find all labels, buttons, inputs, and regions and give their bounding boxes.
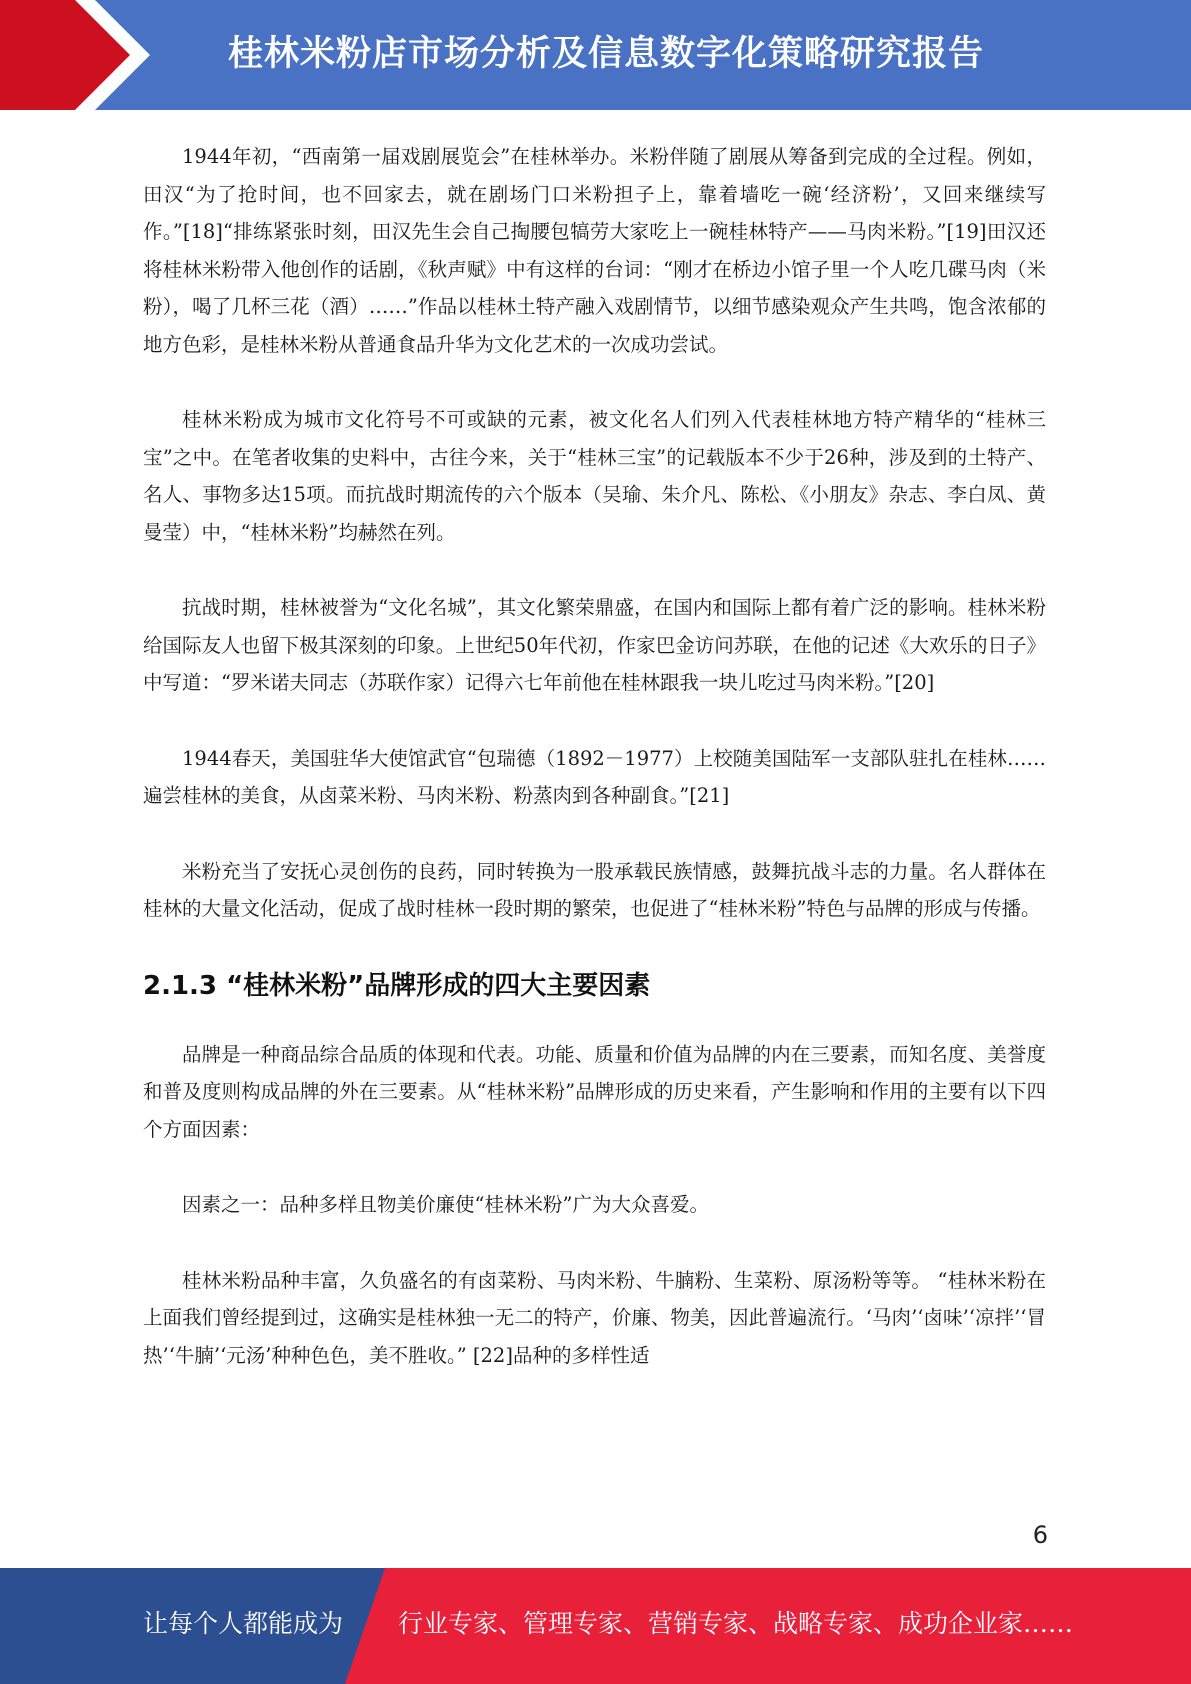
paragraph: 桂林米粉品种丰富，久负盛名的有卤菜粉、马肉米粉、牛腩粉、生菜粉、原汤粉等等。 “桂林米粉在上面我们曾经提到过，这确实是桂林独一无二的特产，价廉、物美，因此普遍流行。‘马肉’‘卤味’‘凉拌’‘冒热’‘牛腩’‘元汤’种种色色，美不胜收。” [22]品种的多样性适 [143,1268,1046,1367]
paragraph: 因素之一：品种多样且物美价廉使“桂林米粉”广为大众喜爱。 [182,1193,709,1216]
section-heading: 2.1.3 “桂林米粉”品牌形成的四大主要因素 [143,970,651,1001]
page-footer [0,1568,1191,1684]
paragraph: 抗战时期，桂林被誉为“文化名城”，其文化繁荣鼎盛，在国内和国际上都有着广泛的影响。桂林米粉给国际友人也留下极其深刻的印象。上世纪50年代初，作家巴金访问苏联，在他的记述《大欢乐的日子》中写道：“罗米诺夫同志（苏联作家）记得六七年前他在桂林跟我一块儿吃过马肉米粉。”[20] [143,596,1046,694]
paragraph: 1944年初，“西南第一届戏剧展览会”在桂林举办。米粉伴随了剧展从筹备到完成的全过程。例如，田汉“为了抢时间，也不回家去，就在剧场门口米粉担子上，靠着墙吃一碗‘经济粉’，又回来继续写作。”[18]“排练紧张时刻，田汉先生会自己掏腰包犒劳大家吃上一碗桂林特产——马肉米粉。”[19]田汉还将桂林米粉带入他创作的话剧，《秋声赋》中有这样的台词：“刚才在桥边小馆子里一个人吃几碟马肉（米粉），喝了几杯三花（酒）……”作品以桂林土特产融入戏剧情节，以细节感染观众产生共鸣，饱含浓郁的地方色彩，是桂林米粉从普通食品升华为文化艺术的一次成功尝试。 [143,145,1046,356]
paragraph: 1944春天，美国驻华大使馆武官“包瑞德（1892－1977）上校随美国陆军一支部队驻扎在桂林……遍尝桂林的美食，从卤菜米粉、马肉米粉、粉蒸肉到各种副食。”[21] [143,746,1046,807]
page-header [0,0,1191,110]
document-title: 桂林米粉店市场分析及信息数字化策略研究报告 [228,34,985,74]
page-number: 6 [1032,1521,1048,1549]
footer-slogan-left: 让每个人都能成为 [143,1609,344,1638]
footer-slogan-right: 行业专家、管理专家、营销专家、战略专家、成功企业家…… [398,1609,1074,1638]
page-content [143,138,1046,1412]
paragraph: 米粉充当了安抚心灵创伤的良药，同时转换为一股承载民族情感，鼓舞抗战斗志的力量。名人群体在桂林的大量文化活动，促成了战时桂林一段时期的繁荣，也促进了“桂林米粉”特色与品牌的形成与传播。 [143,859,1046,920]
paragraph: 桂林米粉成为城市文化符号不可或缺的元素，被文化名人们列入代表桂林地方特产精华的“桂林三宝”之中。在笔者收集的史料中，古往今来，关于“桂林三宝”的记载版本不少于26种，涉及到的土特产、名人、事物多达15项。而抗战时期流传的六个版本（吴瑜、朱介凡、陈松、《小朋友》杂志、李白凤、黄曼莹）中，“桂林米粉”均赫然在列。 [143,408,1046,544]
paragraph: 品牌是一种商品综合品质的体现和代表。功能、质量和价值为品牌的内在三要素，而知名度、美誉度和普及度则构成品牌的外在三要素。从“桂林米粉”品牌形成的历史来看，产生影响和作用的主要有以下四个方面因素： [143,1042,1046,1141]
